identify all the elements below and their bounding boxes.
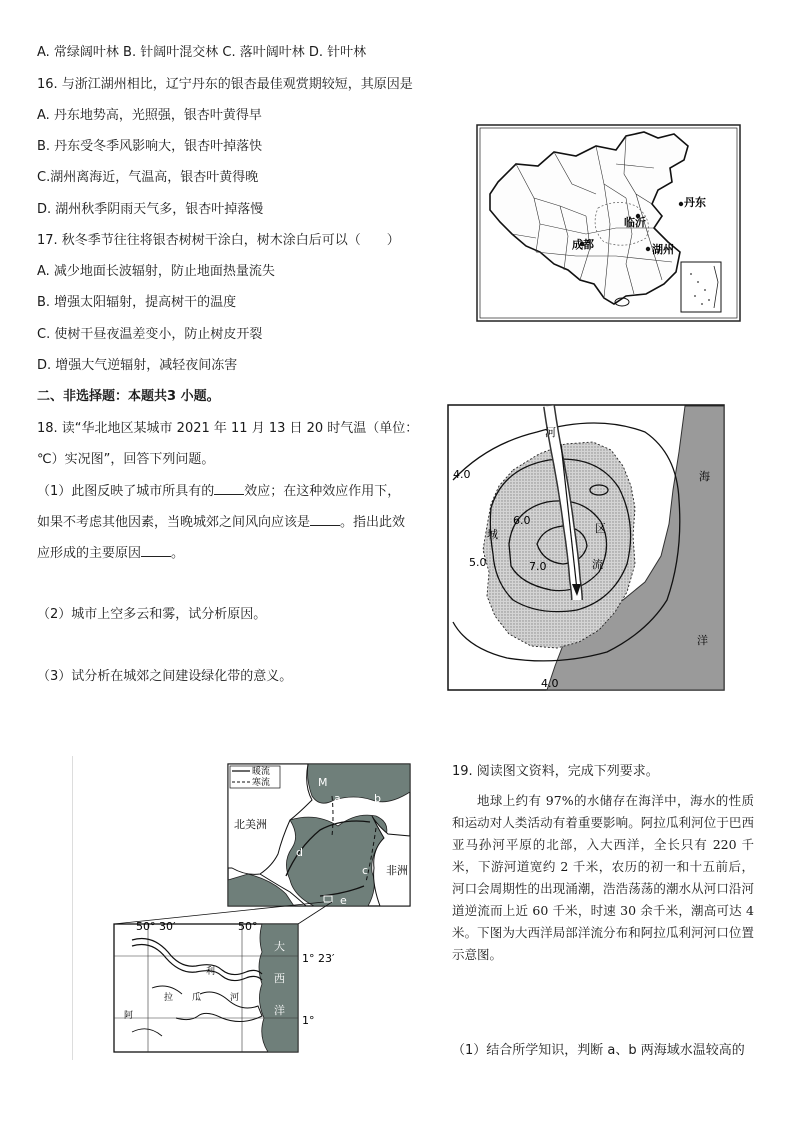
q17-option-d: D. 增强大气逆辐射，减轻夜间冻害: [37, 358, 238, 373]
iso-label-7: 7.0: [529, 560, 547, 573]
iso-label-4-top: 4.0: [453, 468, 471, 481]
label-north-america: 北美洲: [234, 818, 267, 831]
label-africa: 非洲: [386, 864, 408, 877]
answer-blank-wind[interactable]: [310, 513, 340, 526]
label-liu: 流: [592, 558, 603, 571]
label-m: M: [318, 776, 328, 789]
inset-river-char-1: 利: [206, 967, 216, 977]
label-a: a: [334, 792, 341, 805]
iso-label-4-bottom: 4.0: [541, 677, 559, 690]
answer-blank-reason[interactable]: [141, 544, 171, 557]
q17-stem: 17. 秋冬季节往往将银杏树树干涂白，树木涂白后可以（ ）: [37, 233, 400, 248]
inset-lat1: 1° 23′: [302, 952, 335, 965]
inset-ocean-char-3: 洋: [274, 1004, 285, 1017]
q18-stem-line1: 18. 读“华北地区某城市 2021 年 11 月 13 日 20 时气温（单位：: [37, 421, 419, 436]
legend-cold: 寒流: [252, 778, 271, 788]
china-map: [476, 124, 741, 322]
q16-stem: 16. 与浙江湖州相比，辽宁丹东的银杏最佳观赏期较短，其原因是: [37, 77, 413, 92]
q19-sub1: （1）结合所学知识，判断 a、b 两海域水温较高的: [452, 1043, 745, 1058]
inset-river-char-4: 河: [230, 993, 240, 1003]
q18-part3: （3）试分析在城郊之间建设绿化带的意义。: [37, 669, 293, 684]
q15-options: A. 常绿阔叶林 B. 针阔叶混交林 C. 落叶阔叶林 D. 针叶林: [37, 45, 367, 60]
label-chengdu: 成都: [572, 238, 594, 251]
q17-option-b: B. 增强太阳辐射，提高树干的温度: [37, 295, 237, 310]
q18-part1-line1-b: 效应；在这种效应作用下，: [244, 484, 401, 499]
q18-part1-line3-b: 。: [171, 546, 185, 561]
inset-river-char-5: 阿: [124, 1011, 134, 1021]
q18-part1-line2-a: 如果不考虑其他因素，当晚城郊之间风向应该是: [37, 515, 311, 530]
label-ocean: 洋: [697, 634, 708, 647]
label-qu: 区: [595, 522, 606, 535]
q16-option-b: B. 丹东受冬季风影响大，银杏叶掉落快: [37, 139, 263, 154]
label-linyi: 临沂: [624, 216, 646, 229]
label-huzhou: 湖州: [652, 243, 674, 256]
inset-ocean-char-1: 大: [274, 940, 285, 953]
q18-part1-line3-a: 应形成的主要原因: [37, 546, 142, 561]
answer-blank-effect[interactable]: [214, 482, 244, 495]
heat-island-map: [447, 404, 725, 691]
inset-lon1: 50° 30′: [136, 920, 176, 933]
q18-stem-line2: ℃）实况图”，回答下列问题。: [37, 452, 215, 467]
q17-option-c: C. 使树干昼夜温差变小，防止树皮开裂: [37, 327, 263, 342]
iso-label-5: 5.0: [469, 556, 487, 569]
label-sea: 海: [699, 470, 710, 483]
label-c: c: [362, 864, 369, 877]
iso-label-6: 6.0: [513, 514, 531, 527]
inset-river-char-3: 瓜: [192, 993, 202, 1003]
atlantic-current-map: [72, 756, 417, 1060]
label-cheng: 城: [487, 528, 498, 541]
q19-stem: 19. 阅读图文资料，完成下列要求。: [452, 764, 659, 779]
q18-part2: （2）城市上空多云和雾，试分析原因。: [37, 607, 267, 622]
section2-title: 二、非选择题：本题共3 小题。: [37, 389, 220, 404]
q18-part1-line2: [37, 513, 405, 532]
q16-option-d: D. 湖州秋季阴雨天气多，银杏叶掉落慢: [37, 202, 264, 217]
q17-option-a: A. 减少地面长波辐射，防止地面热量流失: [37, 264, 275, 279]
label-e: e: [340, 894, 347, 907]
inset-lon2: 50°: [238, 920, 258, 933]
q18-part1-line1: [37, 482, 400, 501]
inset-river-char-2: 拉: [164, 993, 174, 1003]
label-river: 河: [545, 426, 556, 439]
legend-warm: 暖流: [252, 767, 271, 777]
q18-part1-line1-a: （1）此图反映了城市所具有的: [37, 484, 215, 499]
inset-ocean-char-2: 西: [274, 972, 285, 985]
q16-option-a: A. 丹东地势高，光照强，银杏叶黄得早: [37, 108, 262, 123]
q16-option-c: C.湖州离海近，气温高，银杏叶黄得晚: [37, 170, 259, 185]
label-dandong: 丹东: [684, 196, 706, 209]
q18-part1-line2-b: 。指出此效: [340, 515, 406, 530]
label-d: d: [296, 846, 303, 859]
label-b: b: [374, 792, 381, 805]
q18-part1-line3: [37, 544, 184, 563]
q19-passage: 地球上约有 97%的水储存在海洋中，海水的性质和运动对人类活动有着重要影响。阿拉瓜利河位于巴西亚马孙河平原的北部，入大西洋，全长只有 220 千米，下游河道宽约 2 千米，农历的初一和十五前后，河口会周期性的出现涌潮，浩浩荡荡的潮水从河口沿河道逆流而上近 60 千米，时速 30 余千米，潮高可达 4 米。下图为大西洋局部洋流分布和阿拉瓜利河河口位置示意图。: [452, 793, 754, 962]
inset-lat2: 1°: [302, 1014, 315, 1027]
